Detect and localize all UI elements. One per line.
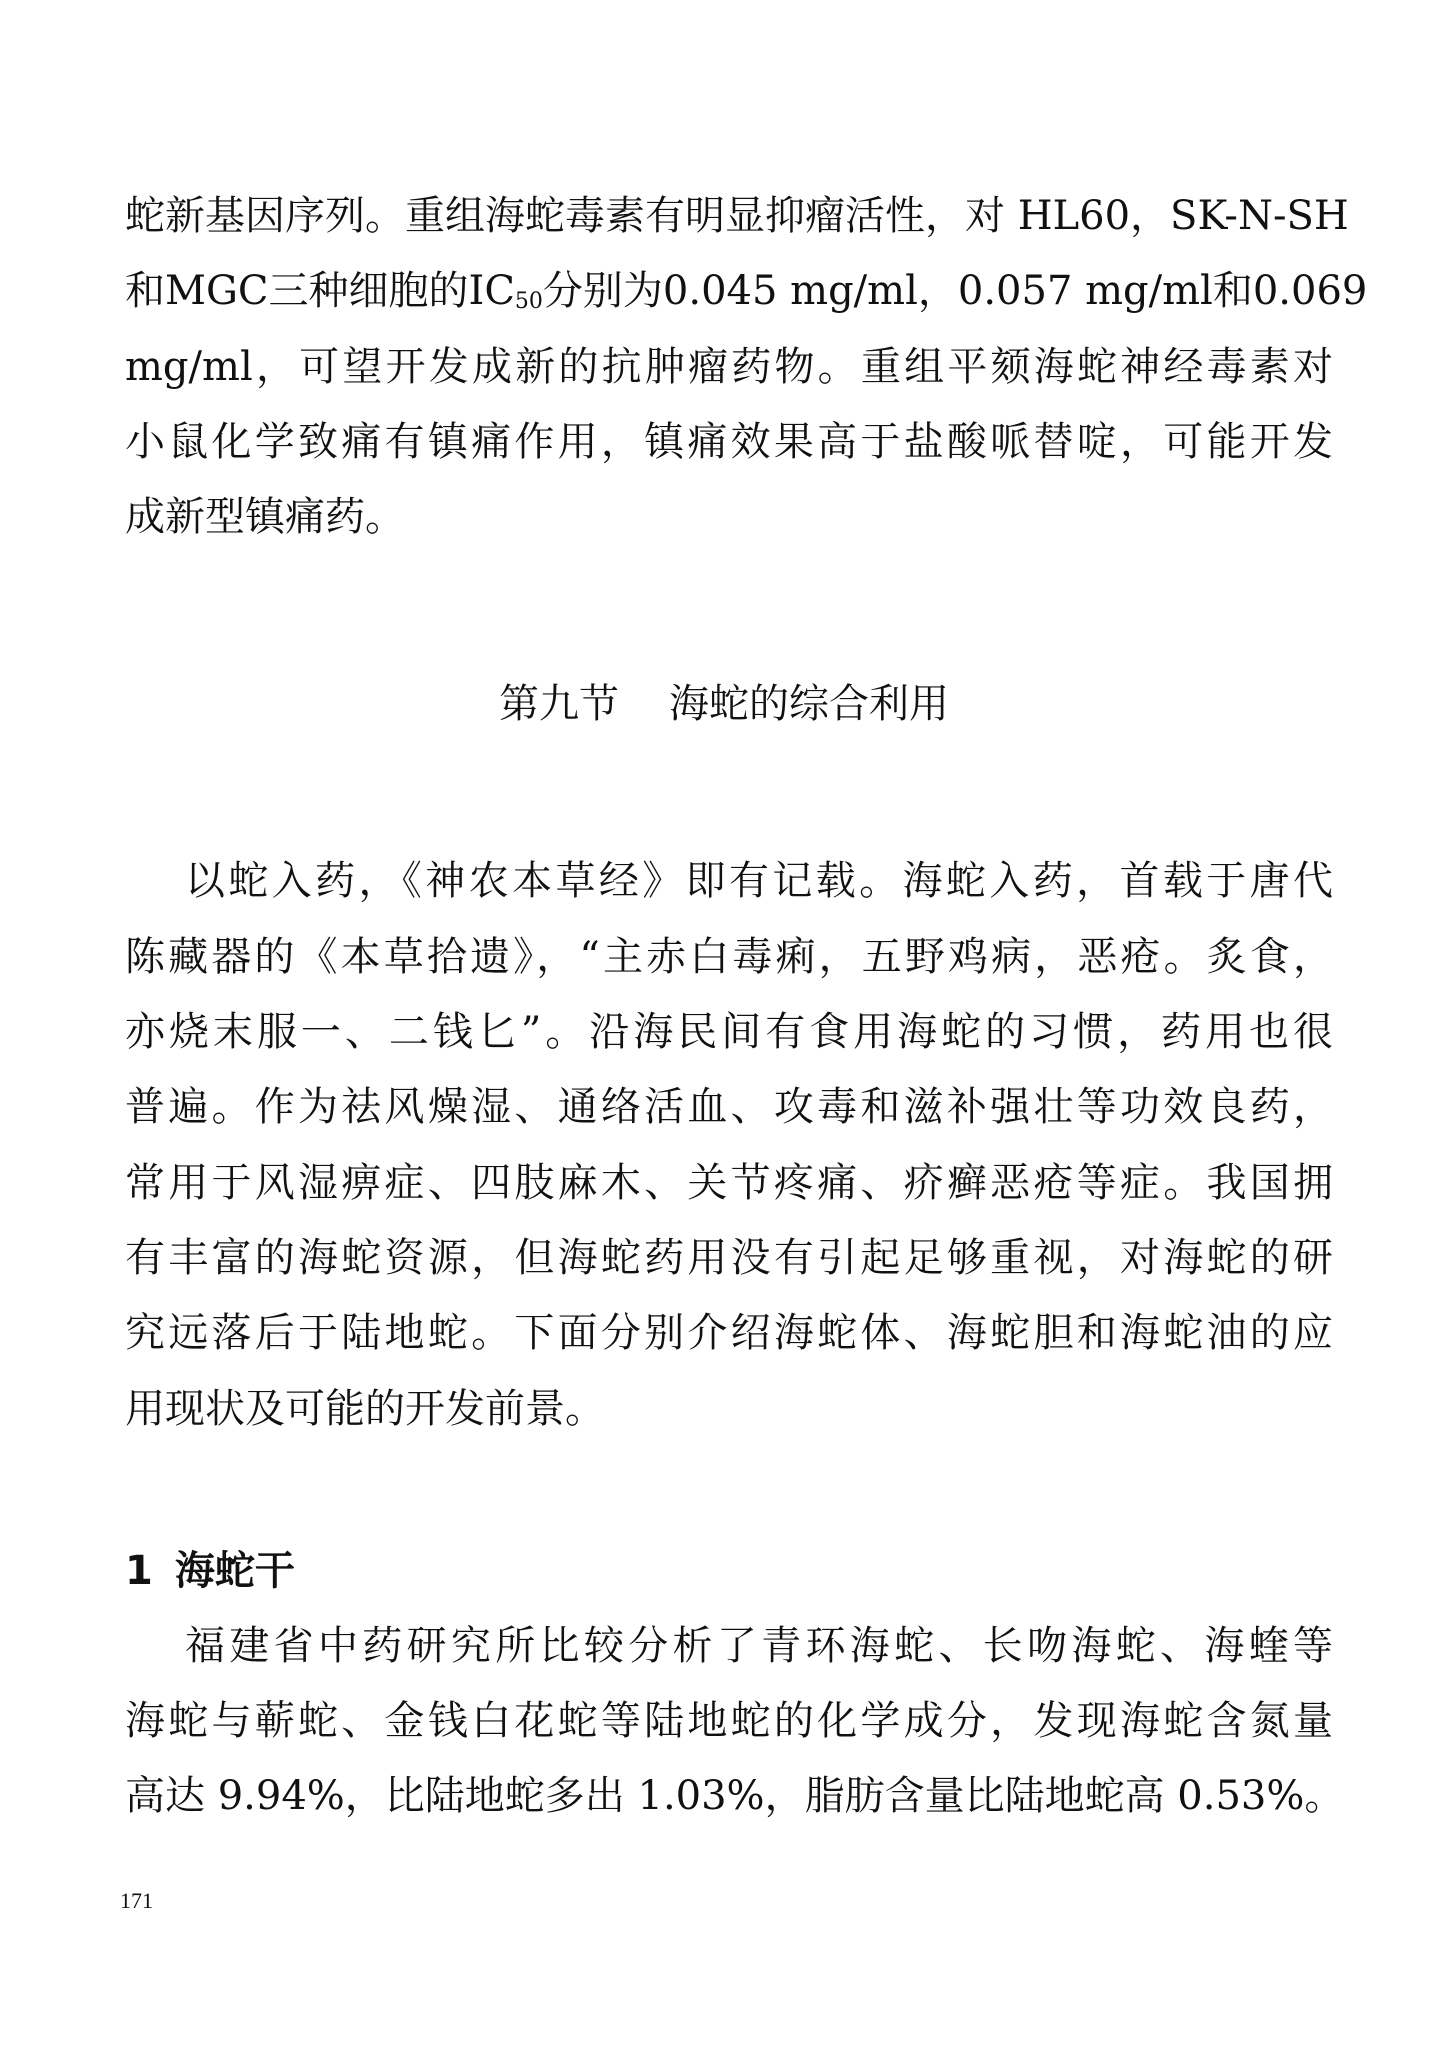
paragraph-line: 蛇新基因序列。重组海蛇毒素有明显抑瘤活性，对 HL60，SK-N-SH (125, 193, 1349, 239)
paragraph-line: 用现状及可能的开发前景。 (125, 1386, 605, 1432)
paragraph-line: 成新型镇痛药。 (125, 494, 405, 540)
paragraph-line: 究远落后于陆地蛇。下面分别介绍海蛇体、海蛇胆和海蛇油的应 (125, 1310, 1333, 1356)
paragraph-line: 有丰富的海蛇资源，但海蛇药用没有引起足够重视，对海蛇的研 (125, 1235, 1333, 1281)
paragraph-line: 普遍。作为祛风燥湿、通络活血、攻毒和滋补强壮等功效良药， (125, 1084, 1333, 1130)
paragraph-line: 海蛇与蕲蛇、金钱白花蛇等陆地蛇的化学成分，发现海蛇含氮量 (125, 1698, 1333, 1744)
subsection-number: 1 (125, 1548, 153, 1594)
paragraph-line: 高达 9.94%，比陆地蛇多出 1.03%，脂肪含量比陆地蛇高 0.53%。 (125, 1773, 1345, 1819)
paragraph-line: 福建省中药研究所比较分析了青环海蛇、长吻海蛇、海蝰等 (185, 1623, 1333, 1669)
ic-subscript: 50 (514, 289, 543, 314)
ic-label: IC (468, 268, 515, 314)
paragraph-line: 小鼠化学致痛有镇痛作用，镇痛效果高于盐酸哌替啶，可能开发 (125, 419, 1333, 465)
subsection-heading (125, 1545, 295, 1597)
section-number: 第九节 (499, 681, 619, 727)
paragraph-line: 亦烧末服一、二钱匕”。沿海民间有食用海蛇的习惯，药用也很 (125, 1009, 1333, 1055)
paragraph-line: 陈藏器的《本草拾遗》，“主赤白毒痢，五野鸡病，恶疮。炙食， (125, 934, 1333, 980)
paragraph-text: 分别为0.045 mg/ml，0.057 mg/ml和0.069 (542, 268, 1368, 314)
section-heading (0, 678, 1448, 730)
paragraph-line (125, 265, 1368, 317)
paragraph-text: 和MGC三种细胞的 (125, 268, 469, 314)
paragraph-line: mg/ml，可望开发成新的抗肿瘤药物。重组平颏海蛇神经毒素对 (125, 344, 1333, 390)
subsection-title: 海蛇干 (174, 1548, 295, 1594)
paragraph-line: 常用于风湿痹症、四肢麻木、关节疼痛、疥癣恶疮等症。我国拥 (125, 1160, 1333, 1206)
paragraph-line: 以蛇入药，《神农本草经》即有记载。海蛇入药，首载于唐代 (185, 858, 1333, 904)
section-title: 海蛇的综合利用 (669, 681, 949, 727)
page-number: 171 (120, 1888, 153, 1913)
